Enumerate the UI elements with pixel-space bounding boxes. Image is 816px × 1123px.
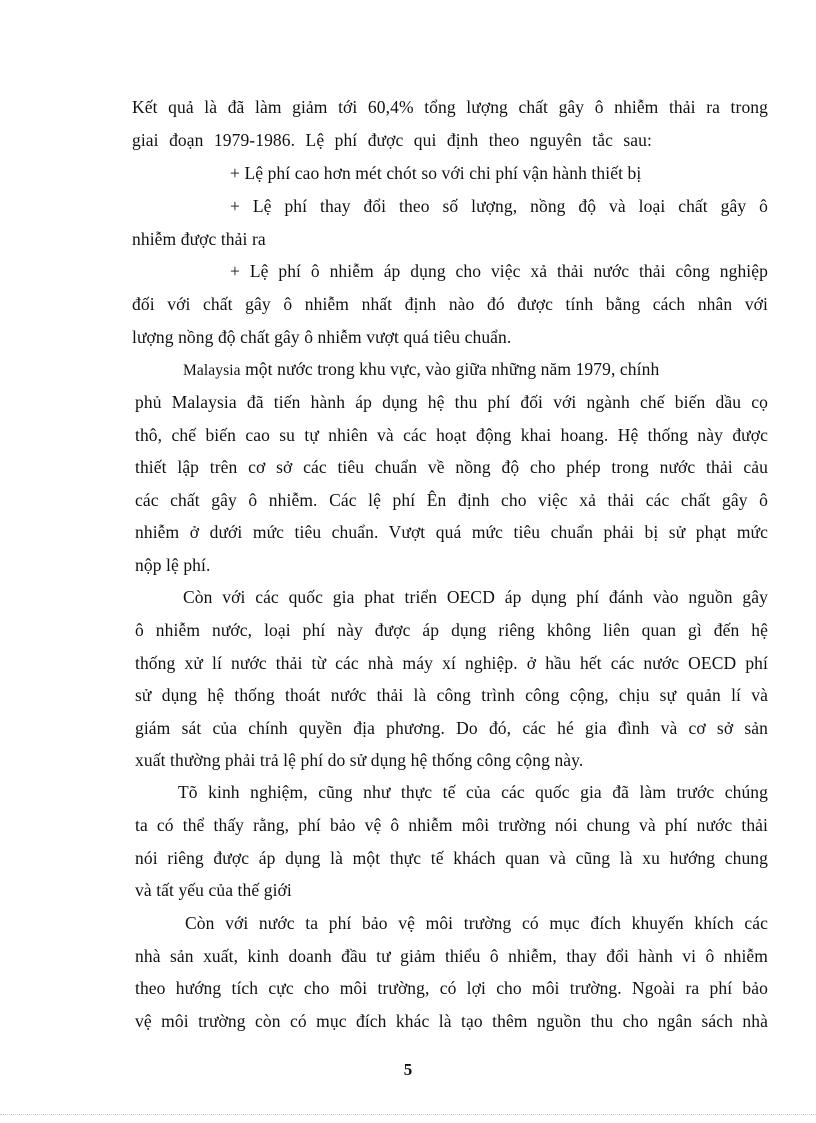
text-line: xuất thường phải trả lệ phí do sử dụng hệ thống công cộng này. [135, 750, 584, 770]
text-line: các chất gây ô nhiễm. Các lệ phí Ên định cho việc xả thải các chất gây ô [135, 490, 768, 510]
text-line: giám sát của chính quyền địa phương. Do đó, các hé gia đình và cơ sở sản [135, 718, 768, 738]
text-line: sử dụng hệ thống thoát nước thải là công trình công cộng, chịu sự quản lí và [135, 685, 768, 705]
text-line: Tõ kinh nghiệm, cũng như thực tế của các quốc gia đã làm trước chúng [178, 782, 768, 802]
text-line: Kết quả là đã làm giảm tới 60,4% tổng lượng chất gây ô nhiễm thải ra trong [132, 97, 768, 117]
text-line: + Lệ phí thay đổi theo số lượng, nồng độ và loại chất gây ô [230, 196, 768, 216]
text-line: ô nhiễm nước, loại phí này được áp dụng riêng không liên quan gì đến hệ [135, 620, 768, 640]
text-line: + Lệ phí ô nhiễm áp dụng cho việc xả thải nước thải công nghiệp [230, 261, 768, 281]
text-line: lượng nồng độ chất gây ô nhiễm vượt quá tiêu chuẩn. [132, 327, 512, 347]
text-line: ta có thể thấy rằng, phí bảo vệ ô nhiễm môi trường nói chung và phí nước thải [135, 815, 768, 835]
text-line: giai đoạn 1979-1986. Lệ phí được qui định theo nguyên tắc sau: [132, 130, 652, 150]
footer-divider [0, 1114, 816, 1115]
text-line: nhiễm ở dưới mức tiêu chuẩn. Vượt quá mức tiêu chuẩn phải bị sử phạt mức [135, 522, 768, 542]
text-line: nhiễm được thải ra [132, 229, 266, 249]
text-line: vệ môi trường còn có mục đích khác là tạo thêm nguồn thu cho ngân sách nhà [135, 1011, 768, 1031]
text-line: + Lệ phí cao hơn mét chót so với chi phí vận hành thiết bị [230, 163, 642, 183]
text-line: và tất yếu của thế giới [135, 880, 292, 900]
malaysia-line-rest: một nước trong khu vực, vào giữa những năm 1979, chính [240, 359, 660, 379]
text-line: nộp lệ phí. [135, 555, 211, 575]
text-line: Còn với các quốc gia phat triển OECD áp dụng phí đánh vào nguồn gây [183, 587, 768, 607]
text-line-malaysia [183, 357, 768, 383]
text-line: đối với chất gây ô nhiễm nhất định nào đó được tính bằng cách nhân với [132, 294, 768, 314]
text-line: thống xử lí nước thải từ các nhà máy xí nghiệp. ở hầu hết các nước OECD phí [135, 653, 768, 673]
text-line: phủ Malaysia đã tiến hành áp dụng hệ thu phí đối với ngành chế biến dầu cọ [135, 392, 768, 412]
text-line: thiết lập trên cơ sở các tiêu chuẩn về nồng độ cho phép trong nước thải cảu [135, 457, 768, 477]
text-line: thô, chế biến cao su tự nhiên và các hoạt động khai hoang. Hệ thống này được [135, 425, 768, 445]
page-number: 5 [403, 1060, 413, 1079]
text-line: Còn với nước ta phí bảo vệ môi trường có mục đích khuyến khích các [185, 913, 768, 933]
text-line: nói riêng được áp dụng là một thực tế khách quan và cũng là xu hướng chung [135, 848, 768, 868]
text-line: theo hướng tích cực cho môi trường, có lợi cho môi trường. Ngoài ra phí bảo [135, 978, 768, 998]
text-line: nhà sản xuất, kinh doanh đầu tư giảm thiểu ô nhiễm, thay đổi hành vi ô nhiễm [135, 946, 768, 966]
malaysia-word: Malaysia [183, 362, 241, 379]
